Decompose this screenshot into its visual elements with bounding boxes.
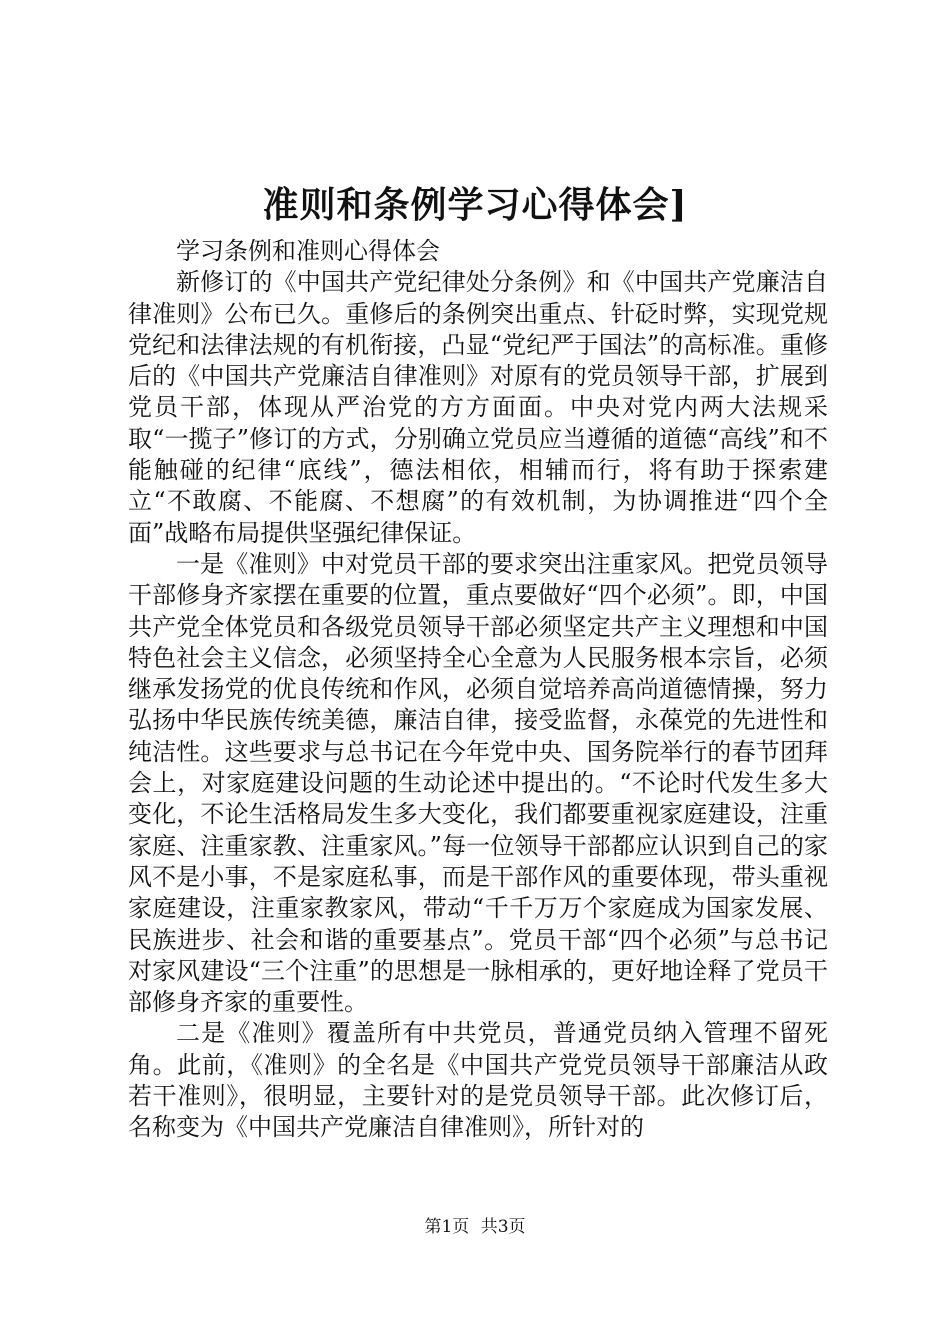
document-body (128, 236, 828, 1144)
page-number: 第1页 (424, 1217, 470, 1237)
paragraph-intro: 新修订的《中国共产党纪律处分条例》和《中国共产党廉洁自律准则》公布已久。重修后的条例突出重点、针砭时弊，实现党规党纪和法律法规的有机衔接，凸显“党纪严于国法”的高标准。重修后的《中国共产党廉洁自律准则》对原有的党员领导干部，扩展到党员干部，体现从严治党的方方面面。中央对党内两大法规采取“一揽子”修订的方式，分别确立党员应当遵循的道德“高线”和不能触碰的纪律“底线”，德法相依，相辅而行，将有助于探索建立“不敢腐、不能腐、不想腐”的有效机制，为协调推进“四个全面”战略布局提供坚强纪律保证。 (128, 268, 828, 547)
paragraph-point-one: 一是《准则》中对党员干部的要求突出注重家风。把党员领导干部修身齐家摆在重要的位置，重点要做好“四个必须”。即，中国共产党全体党员和各级党员领导干部必须坚定共产主义理想和中国特色社会主义信念，必须坚持全心全意为人民服务根本宗旨，必须继承发扬党的优良传统和作风，必须自觉培养高尚道德情操，努力弘扬中华民族传统美德，廉洁自律，接受监督，永葆党的先进性和纯洁性。这些要求与总书记在今年党中央、国务院举行的春节团拜会上，对家庭建设问题的生动论述中提出的。“不论时代发生多大变化，不论生活格局发生多大变化，我们都要重视家庭建设，注重家庭、注重家教、注重家风。”每一位领导干部都应认识到自己的家风不是小事，不是家庭私事，而是干部作风的重要体现，带头重视家庭建设，注重家教家风，带动“千千万万个家庭成为国家发展、民族进步、社会和谐的重要基点”。党员干部“四个必须”与总书记对家风建设“三个注重”的思想是一脉相承的，更好地诠释了党员干部修身齐家的重要性。 (128, 549, 828, 1017)
page-footer (0, 1215, 950, 1239)
page-total: 共3页 (480, 1217, 526, 1237)
document-title: 准则和条例学习心得体会] (262, 184, 688, 226)
paragraph-subtitle: 学习条例和准则心得体会 (176, 237, 440, 265)
paragraph-point-two: 二是《准则》覆盖所有中共党员，普通党员纳入管理不留死角。此前，《准则》的全名是《中国共产党党员领导干部廉洁从政若干准则》，很明显，主要针对的是党员领导干部。此次修订后，名称变为《中国共产党廉洁自律准则》，所针对的 (128, 1019, 828, 1142)
